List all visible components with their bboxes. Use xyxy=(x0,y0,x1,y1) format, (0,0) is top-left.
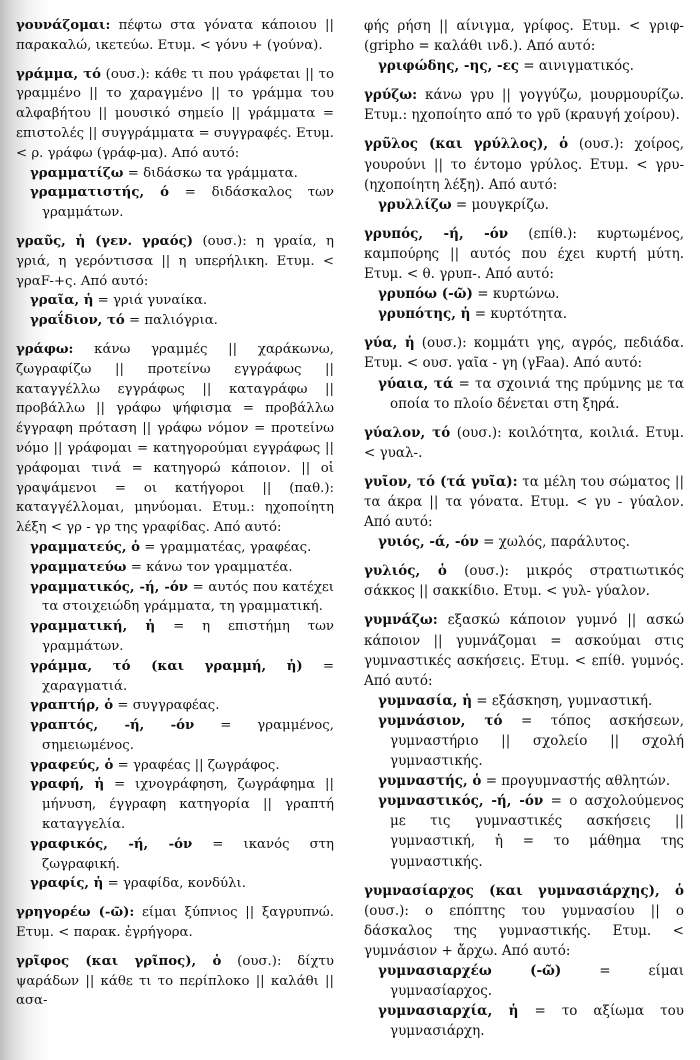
entry-headword: γυμνασίαρχος (και γυμνασιάρχης), ὁ xyxy=(364,882,684,899)
derivative-entry xyxy=(28,617,334,657)
entry-headline xyxy=(364,224,684,284)
derivative-headword: γραμματικός, -ή, -όν xyxy=(30,579,188,595)
derivative-definition: = μουγκρίζω. xyxy=(451,196,549,213)
derivative-entry xyxy=(28,291,334,311)
dictionary-entry xyxy=(364,423,684,463)
derivative-definition: = εξάσκηση, γυμναστική. xyxy=(472,692,653,709)
derivative-headword: γραῖα, ἡ xyxy=(30,293,94,309)
entry-headline xyxy=(16,232,334,291)
derivative-headword: γραπτήρ, ὁ xyxy=(30,698,114,714)
derivative-definition: = χαραγματιά. xyxy=(42,658,334,694)
derivative-definition: = γραμματέας, γραφέας. xyxy=(140,539,312,555)
dictionary-entry xyxy=(16,340,334,894)
derivative-entry xyxy=(28,696,334,716)
entry-headword: γουνάζομαι: xyxy=(16,18,111,33)
dictionary-entry xyxy=(16,16,334,56)
derivative-entry xyxy=(28,538,334,558)
derivative-headword: γρυπόω (-ῶ) xyxy=(378,286,473,303)
derivative-entry xyxy=(28,578,334,618)
derivative-entry xyxy=(376,961,684,1001)
derivative-definition: = χωλός, παράλυτος. xyxy=(478,534,630,551)
entry-definition: (ουσ.): μικρός στρατιωτικός σάκκος || σακκίδιο. Ετυμ. < γυλ- γύαλον. xyxy=(364,563,685,600)
derivative-entry xyxy=(376,791,684,871)
derivative-headword: γραμματεύς, ὁ xyxy=(30,539,141,555)
entry-definition: κάνω γραμμές || χαράκωνω, ζωγραφίζω || προτείνω εγγράφως || καταγγέλλω εγγράφως || καταγράφω || προβάλλω || γράφω ψήφισμα = προβάλλω έγγραφη πρόταση || γράφω νόμον = προτείνω νόμο || γράφομαι = κατηγορούμαι εγγράφως || γράφομαι τινά = κατηγορώ κάποιον. || οἱ γραψάμενοι = οι κατήγοροι || (παθ.): καταγγέλλομαι, μηνύομαι. Ετυμ.: ηχοποίητη λέξη < γρ - γρ της γραφίδας. Από αυτό: xyxy=(16,341,334,536)
derivative-entry xyxy=(376,532,684,552)
derivative-definition: = αινιγματικός. xyxy=(519,58,634,75)
derivative-definition: = γραμμένος, σημειωμένος. xyxy=(42,718,334,753)
entry-definition: κάνω γρυ || γογγύζω, μουρμουρίζω. Ετυμ.: ηχοποίητο από το γρῦ (κραυγή χοίρου). xyxy=(364,87,684,124)
derivative-entry xyxy=(376,691,684,711)
dictionary-entry xyxy=(364,333,684,413)
derivative-definition: = ιχνογράφηση, ζωγράφημα || μήνυση, έγγραφη κατηγορία || γραπτή καταγγελία. xyxy=(42,777,334,833)
derivative-entry xyxy=(376,374,684,414)
entry-headline xyxy=(364,561,684,601)
derivative-headword: γραμματιστής, ό xyxy=(30,185,170,201)
dictionary-entry xyxy=(364,881,684,1042)
derivative-headword: γραμματίζω xyxy=(30,165,124,181)
derivative-definition: = η επιστήμη των γραμμάτων. xyxy=(42,619,334,654)
derivative-entry xyxy=(376,304,684,324)
entry-headword: γράφω: xyxy=(16,341,74,357)
derivative-entry xyxy=(28,874,334,894)
dictionary-entry xyxy=(364,224,684,324)
derivative-headword: γραπτός, -ή, -όν xyxy=(30,718,195,734)
entry-definition: (ουσ.): κοιλότητα, κοιλιά. Ετυμ. < γυαλ-. xyxy=(364,424,684,461)
derivative-definition: = ικανός στη ζωγραφική. xyxy=(42,836,334,872)
entry-headword: γυλιός, ὁ xyxy=(364,563,447,580)
entry-headline xyxy=(16,65,334,164)
dictionary-entry xyxy=(364,472,684,552)
derivative-definition: = συγγραφέας. xyxy=(113,698,220,714)
entry-headword: γρυπός, -ή, -όν xyxy=(364,225,509,242)
dictionary-entry xyxy=(364,85,684,125)
derivative-headword: γραφικός, -ή, -όν xyxy=(30,836,193,852)
derivative-definition: = γριά γυναίκα. xyxy=(93,293,208,309)
derivative-headword: γραφεύς, ὁ xyxy=(30,757,114,773)
entry-definition: εξασκώ κάποιον γυμνό || ασκώ κάποιον || γυμνάζομαι = ασκούμαι στις γυμναστικές ασκήσεις. Ετυμ. < επίθ. γυμνός. Από αυτό: xyxy=(364,612,684,689)
derivative-definition: = παλιόγρια. xyxy=(124,313,218,329)
dictionary-entry xyxy=(16,952,334,1011)
derivative-definition: = κυρτώνω. xyxy=(472,286,560,303)
derivative-entry xyxy=(376,1001,684,1041)
entry-definition: (επίθ.): κυρτωμένος, καμπούρης || αυτός που έχει κυρτή μύτη. Ετυμ. < θ. γρυπ-. Από αυτό: xyxy=(364,225,684,283)
entry-definition: είμαι ξύπνιος || ξαγρυπνώ. Ετυμ. < παρακ. ἐγρήγορα. xyxy=(16,905,334,941)
right-column xyxy=(364,16,684,1050)
entry-headword: γρῖφος (και γρῖπος), ὁ xyxy=(16,953,222,969)
entry-headword: γύαλον, τό xyxy=(364,424,451,441)
derivative-definition: = προγυμναστής αθλητών. xyxy=(481,773,671,790)
entry-headline xyxy=(16,903,334,943)
entry-headline xyxy=(16,16,334,56)
entry-headword: γράμμα, τό xyxy=(16,66,102,82)
derivative-headword: γρυπότης, ἡ xyxy=(378,306,471,323)
derivative-definition: = κυρτότητα. xyxy=(470,306,567,323)
entry-headline xyxy=(364,610,684,690)
entry-definition: (ουσ.): χοίρος, γουρούνι || το έντομο γρύλος. Ετυμ. < γρυ- (ηχοποίητη λέξη). Από αυτό: xyxy=(364,136,684,193)
entry-headword: γυμνάζω: xyxy=(364,612,438,629)
derivative-definition: = γραφίδα, κονδύλι. xyxy=(103,876,246,892)
derivative-definition: = αυτός που κατέχει τα στοιχειώδη γράμματα, τη γραμματική. xyxy=(42,579,334,615)
entry-definition: τα μέλη του σώματος || τα άκρα || τα γόνατα. Ετυμ. < γυ - γύαλον. Από αυτό: xyxy=(364,473,684,531)
derivative-entry xyxy=(28,716,334,756)
derivative-entry xyxy=(28,183,334,223)
derivative-definition: = ο ασχολούμενος με τις γυμναστικές ασκήσεις || γυμναστική, ἡ = το μάθημα της γυμναστικής. xyxy=(390,793,684,870)
entry-headword: γύα, ἡ xyxy=(364,335,415,352)
dictionary-entry xyxy=(16,232,334,331)
derivative-definition: = διδάσκω τα γράμματα. xyxy=(123,165,298,181)
derivative-headword: γραφή, ἡ xyxy=(30,777,105,793)
derivative-entry xyxy=(28,775,334,834)
entry-headline xyxy=(364,472,684,532)
derivative-headword: γραφίς, ἡ xyxy=(30,876,104,892)
derivative-headword: γυμνασιαρχέω (-ῶ) xyxy=(378,963,562,980)
derivative-entry xyxy=(376,284,684,304)
entry-headline xyxy=(364,85,684,125)
derivative-headword: γράμμα, τό (και γραμμή, ἡ) xyxy=(30,658,303,674)
derivative-entry xyxy=(28,756,334,776)
derivative-headword: γραΐδιον, τό xyxy=(30,313,125,329)
derivative-headword: γυμναστικός, -ή, -όν xyxy=(378,793,544,810)
derivative-headword: γυμνάσιον, τό xyxy=(378,712,503,729)
entry-headline xyxy=(16,340,334,538)
derivative-headword: γρυλλίζω xyxy=(378,196,452,213)
entry-headline xyxy=(364,134,684,194)
derivative-headword: γυμναστής, ὁ xyxy=(378,773,482,790)
derivative-definition: = τόπος ασκήσεων, γυμναστήριο || σχολείο || σχολή γυμναστικής. xyxy=(390,712,684,770)
entry-headword: γυῖον, τό (τά γυῖα): xyxy=(364,473,518,490)
derivative-definition: = κάνω τον γραμματέα. xyxy=(126,559,293,575)
entry-definition: (ουσ.): δίχτυ ψαράδων || κάθε τι το περίπλοκο || καλάθι || ασα- xyxy=(16,953,334,1009)
derivative-headword: γυμνασιαρχία, ἡ xyxy=(378,1003,519,1020)
derivative-entry xyxy=(376,771,684,791)
entry-headline xyxy=(364,881,684,961)
derivative-headword: γραμματική, ἡ xyxy=(30,619,156,635)
derivative-definition: = το αξίωμα του γυμνασιάρχη. xyxy=(390,1003,684,1040)
entry-headword: γρῦλος (και γρύλλος), ὁ xyxy=(364,136,569,153)
dictionary-entry xyxy=(364,561,684,601)
entry-headword: γραῦς, ἡ (γεν. γραός) xyxy=(16,233,194,249)
derivative-definition: = είμαι γυμνασίαρχος. xyxy=(390,963,684,1000)
dictionary-entry xyxy=(364,134,684,214)
entry-headline xyxy=(364,16,684,56)
entry-headword: γρύζω: xyxy=(364,87,418,104)
entry-headline xyxy=(364,333,684,373)
entry-headline xyxy=(16,952,334,1011)
derivative-headword: γυμνασία, ἡ xyxy=(378,692,473,709)
entry-definition: πέφτω στα γόνατα κάποιου || παρακαλώ, ικετεύω. Ετυμ. < γόνυ + (γούνα). xyxy=(16,18,334,53)
derivative-headword: γυιός, -ά, -όν xyxy=(378,534,479,551)
dictionary-entry xyxy=(364,610,684,871)
derivative-entry xyxy=(376,195,684,215)
entry-definition: (ουσ.): ο επόπτης του γυμνασίου || ο δάσκαλος της γυμναστικής. Ετυμ. < γυμνάσιον + ἄρχω. Από αυτό: xyxy=(364,902,684,959)
entry-definition: (ουσ.): κάθε τι που γράφεται || το γραμμένο || το χαραγμένο || το γράμμα του αλφαβήτου || μουσικό σημείο || γράμματα = επιστολές || συγγράμματα = συγγραφές. Ετυμ. < ρ. γράφω (γράφ-μα). Από αυτό: xyxy=(16,66,335,161)
derivative-headword: γριφώδης, -ης, -ες xyxy=(378,58,519,75)
entry-definition: φής ρήση || αίνιγμα, γρίφος. Ετυμ. < γριφ- (gripho = καλάθι ινδ.). Από αυτό: xyxy=(364,18,684,55)
derivative-definition: = διδάσκαλος των γραμμάτων. xyxy=(42,185,334,221)
derivative-entry xyxy=(376,711,684,771)
entry-headline xyxy=(364,423,684,463)
derivative-definition: = γραφέας || ζωγράφος. xyxy=(113,757,280,773)
left-column xyxy=(16,16,334,1020)
entry-definition: (ουσ.): η γραία, η γριά, η γερόντισσα || η υπερήλικη. Ετυμ. < γραF-+ς. Από αυτό: xyxy=(16,233,335,289)
entry-headword: γρηγορέω (-ῶ): xyxy=(16,905,135,921)
derivative-entry xyxy=(28,311,334,331)
derivative-entry xyxy=(28,558,334,578)
derivative-entry xyxy=(28,657,334,697)
derivative-headword: γύαια, τά xyxy=(378,375,454,392)
derivative-definition: = τα σχοινιά της πρύμνης με τα οποία το πλοίο δένεται στη ξηρά. xyxy=(390,375,684,412)
derivative-entry xyxy=(376,56,684,76)
derivative-headword: γραμματεύω xyxy=(30,559,127,575)
derivative-entry xyxy=(28,164,334,184)
derivative-entry xyxy=(28,835,334,875)
dictionary-entry xyxy=(16,65,334,223)
dictionary-entry xyxy=(16,903,334,943)
dictionary-entry xyxy=(364,16,684,76)
entry-definition: (ουσ.): κομμάτι γης, αγρός, πεδιάδα. Ετυμ. < ουσ. γαῖα - γη (γFaa). Από αυτό: xyxy=(364,335,684,372)
